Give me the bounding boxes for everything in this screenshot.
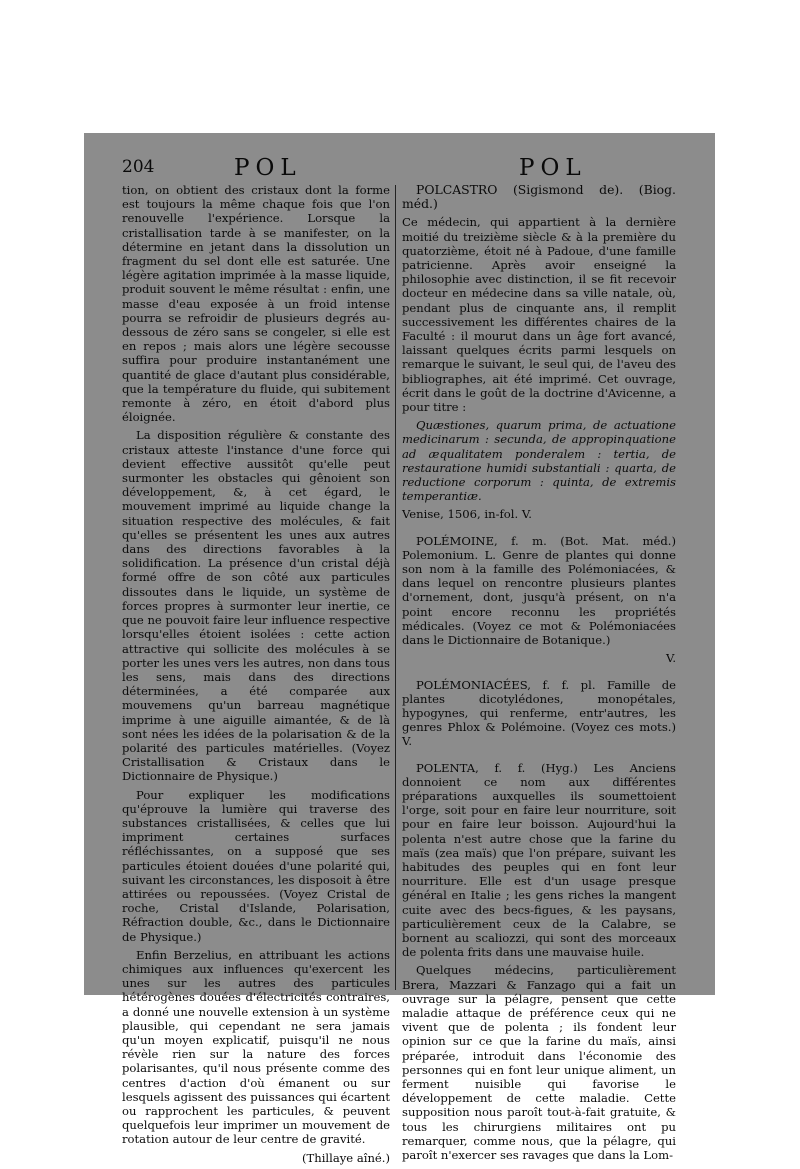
left-column — [122, 183, 390, 1169]
page-header — [84, 155, 715, 181]
entry-polenta: POLENTA, f. f. (Hyg.) Les Anciens donnoient ce nom aux différentes préparations auxquelles ils soumettoient l'orge, soit pour en faire leur nourriture, soit pour en faire leur boisson. Aujourd'hui la polenta n'est autre chose que la farine du maïs (zea maïs) que l'on prépare, suivant les habitudes des peuples qui en font leur nourriture. Elle est d'un usage presque général en Italie ; les gens riches la mangent cuite avec des becs-figues, & les paysans, particulièrement ceux de la Calabre, se bornent au scaliozzi, qui sont des morceaux de polenta frits dans une mauvaise huile. — [402, 760, 676, 960]
running-head-right: POL — [519, 155, 587, 181]
running-head-left: POL — [234, 155, 302, 181]
entry-polemoine: POLÉMOINE, f. m. (Bot. Mat. méd.) Polemonium. L. Genre de plantes qui donne son nom à la famille des Polémoniacées, & dans lequel on rencontre plusieurs plantes d'ornement, dont, jusqu'à présent, on n'a point encore reconnu les propriétés médicales. (Voyez ce mot & Polémoniacées dans le Dictionnaire de Botanique.) — [402, 533, 676, 648]
right-column — [402, 183, 676, 1166]
paragraph-disposition: La disposition régulière & constante des cristaux atteste l'instance d'une force qui devient effective aussitôt qu'elle peut surmonter les obstacles qui gênoient son développement, &, à cet égard, le mouvement imprimé au liquide change la situation respective des molécules, & fait qu'elles se présentent les unes aux autres dans des directions favorables à la solidification. La présence d'un cristal déjà formé offre de son côté aux particules dissoutes dans le liquide, un système de forces propres à surmonter leur inertie, ce que ne pouvoit faire leur influence respective lorsqu'elles étoient isolées : cette action attractive qui sollicite des molécules à se porter les unes vers les autres, non dans tous les sens, mais dans des directions déterminées, a été comparée aux mouvemens qu'un barreau magnétique imprime à une aiguille aimantée, & de là sont nées les idées de la polarisation & de la polarité des particules matérielles. (Voyez Cristallisation & Cristaux dans le Dictionnaire de Physique.) — [122, 428, 390, 784]
entry-polenta-continued: Quelques médecins, particulièrement Brera, Mazzari & Fanzago qui a fait un ouvrage sur la pélagre, pensent que cette maladie attaque de préférence ceux qui ne vivent que de polenta ; ils fondent leur opinion sur ce que la farine du maïs, ainsi préparée, introduit dans l'économie des personnes qui en font leur unique aliment, un ferment nuisible qui favorise le développement de cette maladie. Cette supposition nous paroît tout-à-fait gratuite, & tous les chirurgiens militaires ont pu remarquer, comme nous, que la pélagre, qui paroît n'exercer ses ravages que dans la Lom- — [402, 963, 676, 1162]
page-number: 204 — [122, 157, 155, 177]
entry-polcastro-heading: POLCASTRO (Sigismond de). (Biog. méd.) — [402, 182, 676, 212]
column-rule — [395, 185, 396, 990]
entry-polemoine-signature: V. — [665, 651, 676, 666]
paragraph-light-polarity: Pour expliquer les modifications qu'éprouve la lumière qui traverse des substances cristallisées, & celles que lui impriment certaines surfaces réfléchissantes, on a supposé que ses particules étoient douées d'une polarité qui, suivant les circonstances, les disposoit à être attirées ou repoussées. (Voyez Cristal de roche, Cristal d'Islande, Polarisation, Réfraction double, &c., dans le Dictionnaire de Physique.) — [122, 787, 390, 944]
paragraph-berzelius: Enfin Berzelius, en attribuant les actions chimiques aux influences qu'exercent les unes sur les autres des particules hétérogènes douées d'électricités contraires, a donné une nouvelle extension à un système plausible, qui cependant ne sera jamais qu'un moyen explicatif, puisqu'il ne nous révèle rien sur la nature des forces polarisantes, qu'il nous présente comme des centres d'action d'où émanent ou sur lesquels agissent des puissances qui écartent ou rapprochent les particules, & peuvent quelquefois leur imprimer un mouvement de rotation autour de leur centre de gravité. — [122, 947, 390, 1147]
signature-thillaye: (Thillaye aîné.) — [301, 1150, 390, 1165]
entry-polcastro-publication: Venise, 1506, in-fol. V. — [402, 507, 532, 522]
entry-polcastro-text: Ce médecin, qui appartient à la dernière moitié du treizième siècle & à la première du quatorzième, étoit né à Padoue, d'une famille patricienne. Après avoir enseigné la philosophie avec distinction, il se fit recevoir docteur en médecine dans sa ville natale, où, pendant plus de cinquante ans, il remplit successivement les différentes chaires de la Faculté : il mourut dans un âge fort avancé, laissant quelques écrits parmi lesquels on remarque le suivant, le seul qui, de l'aveu des bibliographes, ait été imprimé. Cet ouvrage, écrit dans le goût de la doctrine d'Avicenne, a pour titre : — [402, 215, 676, 415]
entry-polemoniacees: POLÉMONIACÉES, f. f. pl. Famille de plantes dicotylédones, monopétales, hypogynes, qui renferme, entr'autres, les genres Phlox & Polémoine. (Voyez ces mots.) V. — [402, 677, 676, 749]
paragraph-crystals-continued: tion, on obtient des cristaux dont la forme est toujours la même chaque fois que l'on renouvelle l'expérience. Lorsque la cristallisation tarde à se manifester, on la détermine en jetant dans la dissolution un fragment du sel dont elle est saturée. Une légère agitation imprimée à la masse liquide, produit souvent le même résultat : enfin, une masse d'eau exposée à un froid intense pourra se refroidir de plusieurs degrés au-dessous de zéro sans se congeler, si elle est en repos ; mais alors une légère secousse suffira pour produire instantanément une quantité de glace d'autant plus considérable, que la température du fluide, qui subitement remonte à zéro, en étoit d'abord plus éloignée. — [122, 183, 390, 425]
entry-polcastro-title-quote: Quæstiones, quarum prima, de actuatione medicinarum : secunda, de appropinquatione ad æqualitatem ponderalem : tertia, de restauratione humidi substantiali : quarta, de reductione corporum : quinta, de extremis temperantiæ. — [402, 418, 676, 504]
scanned-page — [84, 133, 715, 1165]
